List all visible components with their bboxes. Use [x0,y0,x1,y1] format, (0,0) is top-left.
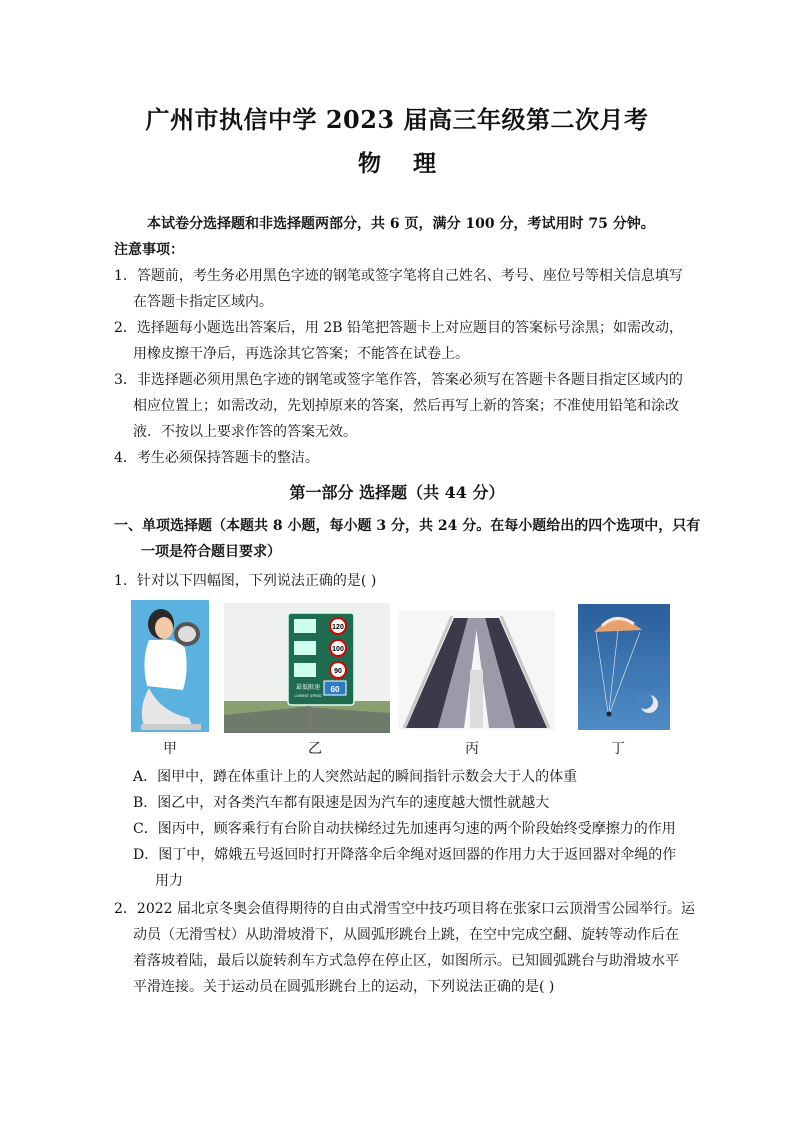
note-line: 相应位置上；如需改动，先划掉原来的答案，然后再写上新的答案；不准使用铅笔和涂改 [133,398,679,414]
subject-title: 物 理 [357,150,437,177]
figure-label-jia: 甲 [163,741,177,757]
note-line: 液．不按以上要求作答的答案无效。 [133,424,357,440]
question-2-line: 2．2022 届北京冬奥会值得期待的自由式滑雪空中技巧项目将在张家口云顶滑雪公园举行。运 [114,901,695,917]
note-line: 用橡皮擦干净后，再选涂其它答案；不能答在试卷上。 [133,346,469,362]
question-2-line: 平滑连接。关于运动员在圆弧形跳台上的运动，下列说法正确的是( ) [133,979,555,995]
note-line: 4．考生必须保持答题卡的整洁。 [114,450,319,466]
part-heading: 第一部分 选择题（共 44 分） [289,483,505,502]
notes-heading: 注意事项： [114,242,184,258]
question-2-line: 着落坡着陆，最后以旋转刹车方式急停在停止区，如图所示。已知圆弧跳台与助滑坡水平 [133,953,679,969]
option-d: D．图丁中，嫦娥五号返回时打开降落伞后伞绳对返回器的作用力大于返回器对伞绳的作 [133,847,677,863]
sign-min-speed-subtext: LOWEST SPEED [294,694,322,698]
sign-value-120: 120 [332,624,344,631]
sign-value-60: 60 [330,685,340,694]
figure-jia-image [131,600,209,732]
note-line: 在答题卡指定区域内。 [133,294,273,310]
figure-yi-image [224,603,390,733]
option-d-cont: 用力 [155,873,183,889]
figure-ding-image [578,604,670,730]
figure-label-yi: 乙 [308,741,322,757]
section-heading: 一、单项选择题（本题共 8 小题，每小题 3 分，共 24 分。在每小题给出的四个选项中，只有 [114,518,701,534]
note-line: 3．非选择题必须用黑色字迹的钢笔或签字笔作答，答案必须写在答题卡各题目指定区域内的 [114,372,683,388]
question-2-line: 动员（无滑雪杖）从助滑坡滑下，从圆弧形跳台上跳，在空中完成空翻、旋转等动作后在 [133,927,679,943]
note-line: 2．选择题每小题选出答案后，用 2B 铅笔把答题卡上对应题目的答案标号涂黑；如需改动， [114,320,684,336]
figure-bing-image [398,610,555,730]
exam-intro: 本试卷分选择题和非选择题两部分，共 6 页，满分 100 分，考试用时 75 分钟。 [147,216,655,232]
question-1-stem: 1．针对以下四幅图，下列说法正确的是( ) [114,573,377,589]
section-heading-cont: 一项是符合题目要求） [141,544,281,560]
exam-title: 广州市执信中学 2023 届高三年级第二次月考 [145,105,649,134]
sign-value-100: 100 [332,646,344,653]
sign-min-speed-text: 最低限速 [295,684,321,691]
note-line: 1．答题前，考生务必用黑色字迹的钢笔或签字笔将自己姓名、考号、座位号等相关信息填写 [114,268,683,284]
option-a: A．图甲中，蹲在体重计上的人突然站起的瞬间指针示数会大于人的体重 [133,769,578,785]
sign-value-90: 90 [334,668,342,675]
figure-label-ding: 丁 [611,741,625,757]
figure-label-bing: 丙 [465,741,479,757]
option-c: C．图丙中，顾客乘行有台阶自动扶梯经过先加速再匀速的两个阶段始终受摩擦力的作用 [133,821,676,837]
option-b: B．图乙中，对各类汽车都有限速是因为汽车的速度越大惯性就越大 [133,795,550,811]
